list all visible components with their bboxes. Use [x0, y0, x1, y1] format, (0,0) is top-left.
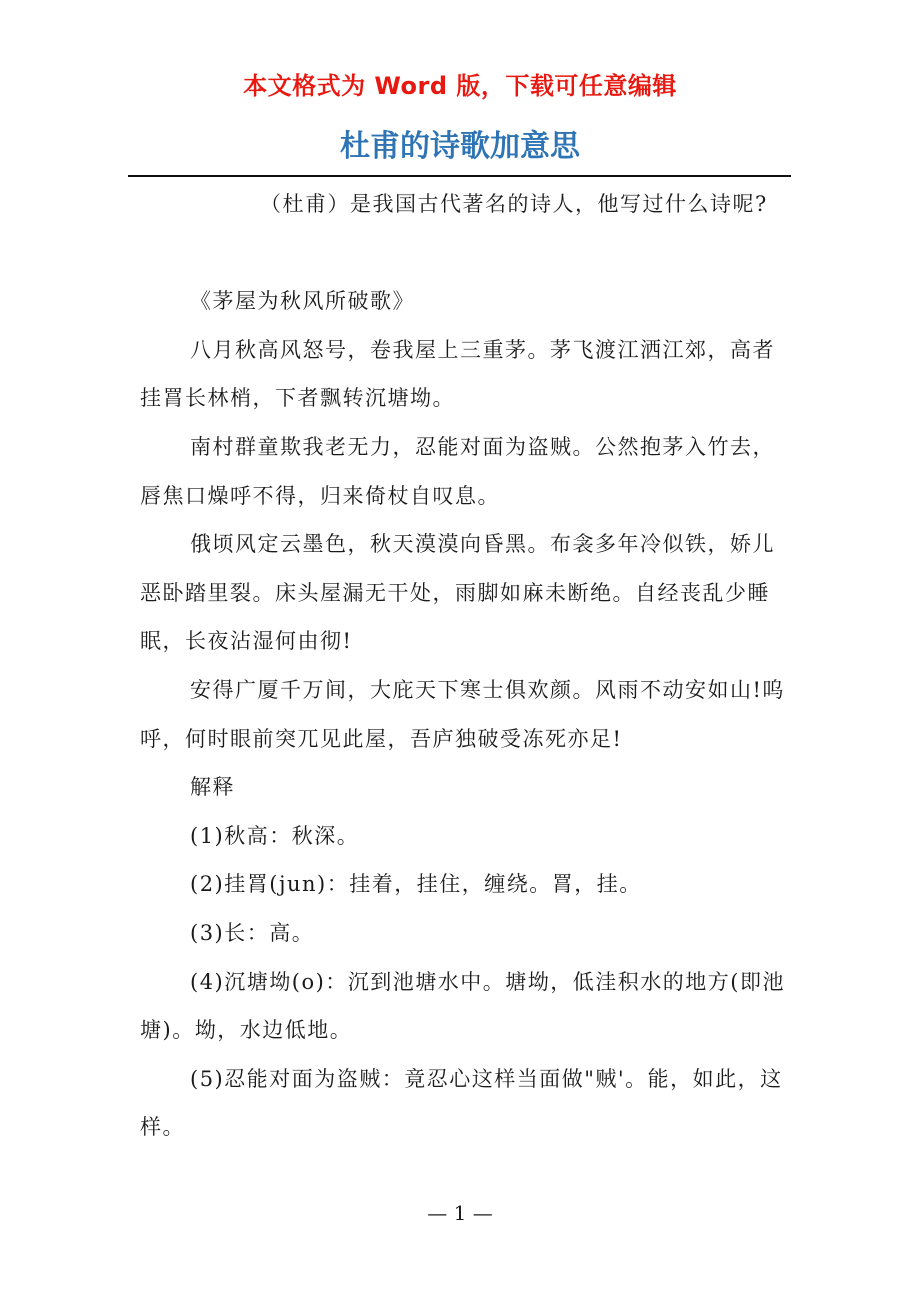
header-divider [128, 175, 791, 177]
note-item: (4)沉塘坳(o)：沉到池塘水中。塘坳，低洼积水的地方(即池塘)。坳，水边低地。 [140, 969, 785, 1043]
page-title: 杜甫的诗歌加意思 [340, 129, 580, 164]
poem-stanza: 南村群童欺我老无力，忍能对面为盗贼。公然抱茅入竹去，唇焦口燥呼不得，归来倚杖自叹息。 [140, 434, 775, 508]
blank-line [140, 229, 790, 278]
note-item: (5)忍能对面为盗贼：竟忍心这样当面做"贼'。能，如此，这样。 [140, 1066, 783, 1140]
page-number: — 1 — [427, 1201, 493, 1225]
note-item: (2)挂罥(jun)：挂着，挂住，缠绕。罥，挂。 [190, 872, 642, 897]
format-banner: 本文格式为 Word 版，下载可任意编辑 [243, 72, 677, 100]
poem-stanza: 安得广厦千万间，大庇天下寒士俱欢颜。风雨不动安如山!呜呼，何时眼前突兀见此屋，吾庐独破受冻死亦足! [140, 677, 785, 751]
document-body [140, 180, 790, 1152]
intro-paragraph: （杜甫）是我国古代著名的诗人，他写过什么诗呢? [260, 192, 768, 216]
note-item: (3)长：高。 [190, 920, 315, 945]
poem-stanza: 八月秋高风怒号，卷我屋上三重茅。茅飞渡江洒江郊，高者挂罥长林梢，下者飘转沉塘坳。 [140, 337, 775, 411]
notes-heading: 解释 [190, 775, 235, 800]
poem-title: 《茅屋为秋风所破歌》 [190, 289, 415, 314]
poem-stanza: 俄顷风定云墨色，秋天漠漠向昏黑。布衾多年冷似铁，娇儿恶卧踏里裂。床头屋漏无干处，雨脚如麻未断绝。自经丧乱少睡眠，长夜沾湿何由彻! [140, 532, 775, 654]
note-item: (1)秋高：秋深。 [190, 823, 360, 848]
